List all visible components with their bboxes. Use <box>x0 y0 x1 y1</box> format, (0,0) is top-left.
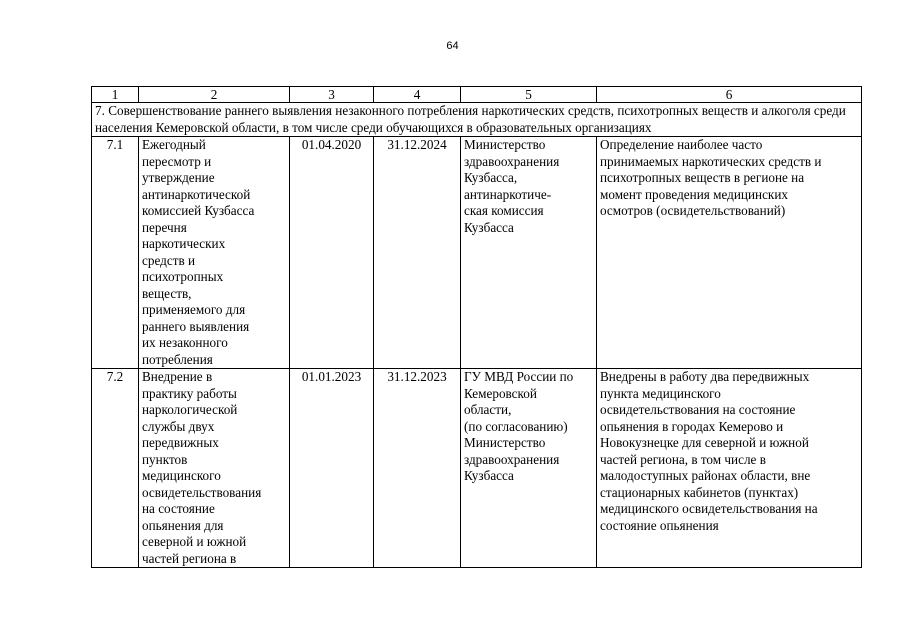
start-date-cell: 01.04.2020 <box>290 137 374 369</box>
row-number: 7.2 <box>92 369 139 568</box>
column-header-3: 3 <box>290 87 374 103</box>
table-row <box>92 137 862 369</box>
column-header-6: 6 <box>597 87 862 103</box>
end-date-cell: 31.12.2023 <box>374 369 461 568</box>
activity-cell: Внедрение в практику работы наркологической службы двух передвижных пунктов медицинского освидетельствования на состояние опьянения для северной и южной частей региона в <box>139 369 290 568</box>
column-header-2: 2 <box>139 87 290 103</box>
section-row <box>92 103 862 137</box>
section-title: 7. Совершенствование раннего выявления незаконного потребления наркотических средств, психотропных веществ и алкоголя среди населения Кемеровской области, в том числе среди обучающихся в образовательных организациях <box>92 103 862 137</box>
start-date-cell: 01.01.2023 <box>290 369 374 568</box>
page-number: 64 <box>446 40 459 52</box>
table-row <box>92 369 862 568</box>
column-header-5: 5 <box>461 87 597 103</box>
result-cell: Определение наиболее часто принимаемых наркотических средств и психотропных веществ в регионе на момент проведения медицинских осмотров (освидетельствований) <box>597 137 862 369</box>
result-cell: Внедрены в работу два передвижных пункта медицинского освидетельствования на состояние опьянения в городах Кемерово и Новокузнецке для северной и южной частей региона, в том числе в малодоступных районах области, вне стационарных кабинетов (пунктах) медицинского освидетельствования на состояние опьянения <box>597 369 862 568</box>
column-header-1: 1 <box>92 87 139 103</box>
plan-table <box>91 86 862 568</box>
column-header-4: 4 <box>374 87 461 103</box>
activity-cell: Ежегодный пересмотр и утверждение антинаркотической комиссией Кузбасса перечня наркотических средств и психотропных веществ, применяемого для раннего выявления их незаконного потребления <box>139 137 290 369</box>
end-date-cell: 31.12.2024 <box>374 137 461 369</box>
executor-cell: ГУ МВД России по Кемеровской области, (по согласованию) Министерство здравоохранения Кузбасса <box>461 369 597 568</box>
column-header-row <box>92 87 862 103</box>
row-number: 7.1 <box>92 137 139 369</box>
executor-cell: Министерство здравоохранения Кузбасса, антинаркотиче- ская комиссия Кузбасса <box>461 137 597 369</box>
